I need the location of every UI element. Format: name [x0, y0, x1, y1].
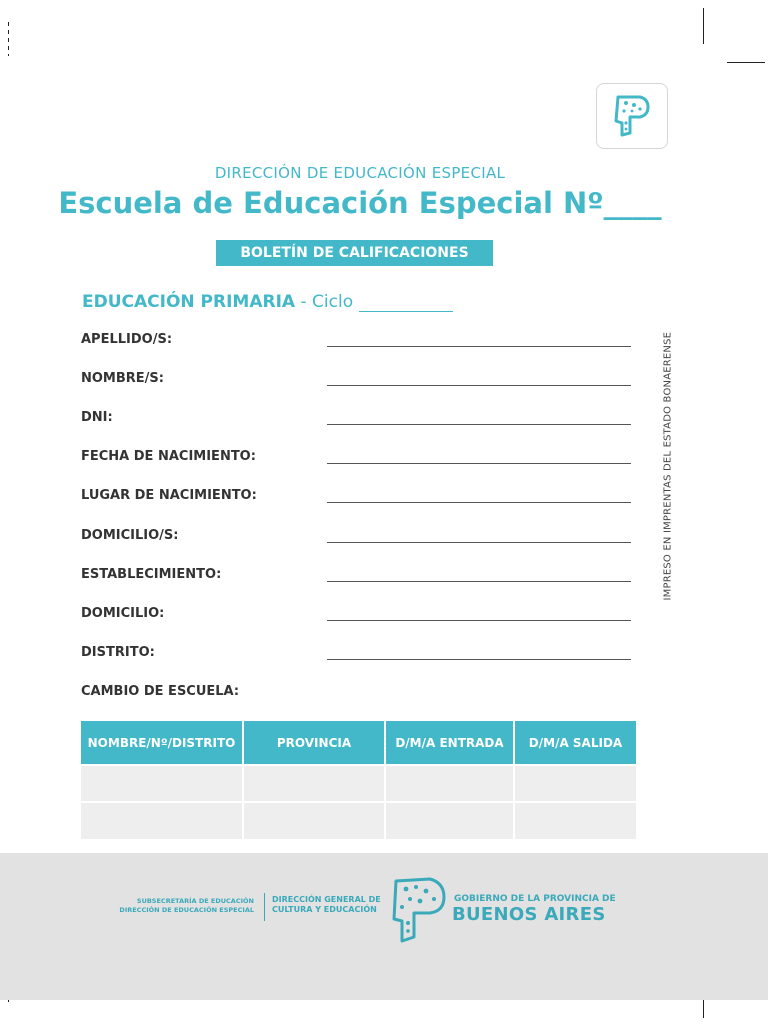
printer-credit: IMPRESO EN IMPRENTAS DEL ESTADO BONAERENSE: [662, 331, 674, 601]
field-label: CAMBIO DE ESCUELA:: [81, 684, 240, 699]
footer-buenos-aires: BUENOS AIRES: [452, 904, 606, 925]
footer-divider: [264, 893, 265, 921]
field-blank-line[interactable]: [327, 620, 631, 621]
field-blank-line[interactable]: [327, 463, 631, 464]
ciclo-blank-line[interactable]: [359, 295, 453, 312]
school-title: Escuela de Educación Especial Nº____: [58, 186, 662, 220]
footer-mid-line: DIRECCIÓN GENERAL DE: [272, 895, 381, 904]
footer-left-line: DIRECCIÓN DE EDUCACIÓN ESPECIAL: [119, 906, 254, 914]
field-lugar-nacimiento: [81, 488, 631, 510]
footer-gobierno-label: GOBIERNO DE LA PROVINCIA DE: [454, 894, 616, 904]
table-cell[interactable]: [385, 765, 514, 802]
table-row: [81, 802, 636, 839]
field-label: DOMICILIO:: [81, 606, 165, 621]
table-cell[interactable]: [81, 802, 243, 839]
province-logo-box: [596, 83, 668, 149]
department-subtitle: DIRECCIÓN DE EDUCACIÓN ESPECIAL: [214, 164, 506, 182]
report-card-banner: BOLETÍN DE CALIFICACIONES: [216, 240, 493, 266]
field-blank-line[interactable]: [327, 542, 631, 543]
column-header: NOMBRE/Nº/DISTRITO: [81, 721, 243, 765]
field-label: APELLIDO/S:: [81, 332, 173, 347]
footer-mid-line: CULTURA Y EDUCACIÓN: [272, 905, 377, 914]
table-cell[interactable]: [514, 802, 636, 839]
field-domicilio: [81, 606, 631, 628]
table-cell[interactable]: [81, 765, 243, 802]
column-header: D/M/A ENTRADA: [385, 721, 514, 765]
field-blank-line[interactable]: [327, 385, 631, 386]
section-heading: [82, 292, 453, 312]
field-label: NOMBRE/S:: [81, 371, 164, 386]
crop-mark: [703, 8, 704, 44]
table-cell[interactable]: [243, 765, 385, 802]
table-cell[interactable]: [243, 802, 385, 839]
table-row: [81, 765, 636, 802]
field-blank-line[interactable]: [327, 424, 631, 425]
field-distrito: [81, 645, 631, 667]
field-blank-line[interactable]: [327, 346, 631, 347]
field-cambio-escuela: [81, 684, 631, 706]
ciclo-label: - Ciclo: [295, 292, 354, 312]
field-label: DNI:: [81, 410, 113, 425]
crop-mark: [8, 22, 9, 56]
field-blank-line[interactable]: [327, 581, 631, 582]
province-map-logo-icon: [390, 875, 448, 945]
field-apellidos: [81, 332, 631, 354]
field-blank-line[interactable]: [327, 659, 631, 660]
table-cell[interactable]: [385, 802, 514, 839]
education-level: EDUCACIÓN PRIMARIA: [82, 292, 296, 312]
field-domicilios: [81, 528, 631, 550]
field-blank-line[interactable]: [327, 502, 631, 503]
field-label: DOMICILIO/S:: [81, 528, 179, 543]
footer-left-line: SUBSECRETARÍA DE EDUCACIÓN: [136, 897, 254, 905]
table-cell[interactable]: [514, 765, 636, 802]
field-label: DISTRITO:: [81, 645, 155, 660]
crop-mark: [727, 62, 765, 63]
field-dni: [81, 410, 631, 432]
field-nombres: [81, 371, 631, 393]
column-header: D/M/A SALIDA: [514, 721, 636, 765]
column-header: PROVINCIA: [243, 721, 385, 765]
school-change-table: [81, 721, 636, 839]
field-fecha-nacimiento: [81, 449, 631, 471]
footer-subsecretaria: [110, 897, 254, 915]
field-label: ESTABLECIMIENTO:: [81, 567, 222, 582]
field-label: FECHA DE NACIMIENTO:: [81, 449, 256, 464]
field-label: LUGAR DE NACIMIENTO:: [81, 488, 257, 503]
footer-direccion-general: [272, 895, 392, 915]
table-header-row: [81, 721, 636, 765]
field-establecimiento: [81, 567, 631, 589]
footer-band: [0, 853, 768, 1000]
province-map-logo-icon: [612, 93, 652, 139]
